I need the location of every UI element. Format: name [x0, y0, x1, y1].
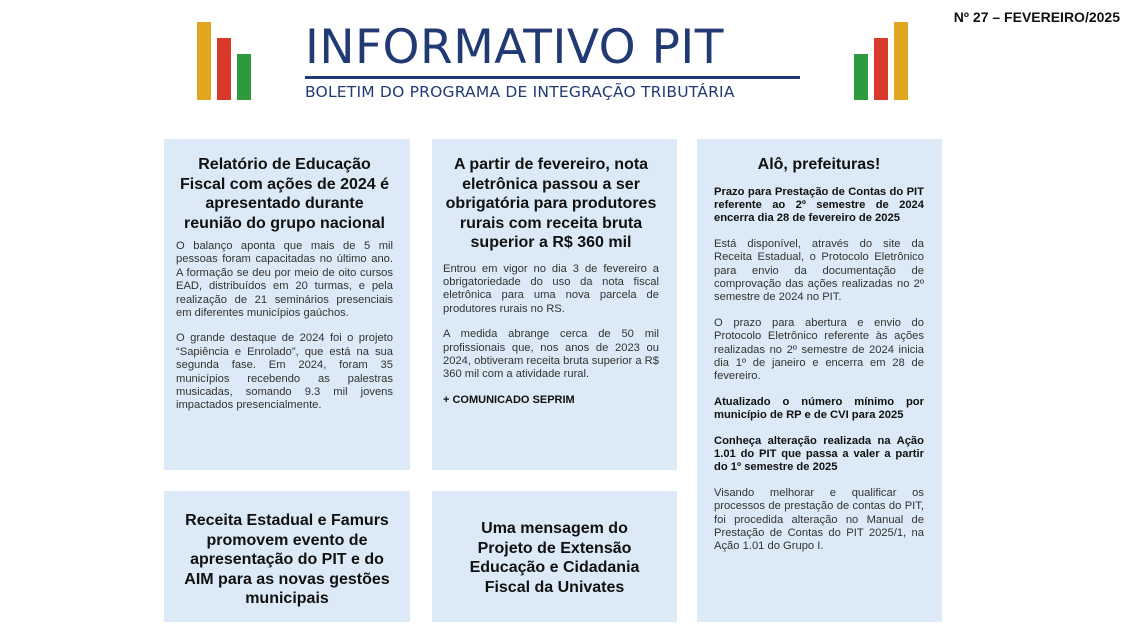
article-famurs-event[interactable] — [164, 491, 410, 622]
action-change-notice[interactable]: Conheça alteração realizada na Ação 1.01 do PIT que passa a valer a partir do 1º semestre de 2025 — [714, 434, 924, 474]
article-rural-invoice[interactable] — [432, 139, 677, 470]
article-paragraph: Entrou em vigor no dia 3 de fevereiro a obrigatoriedade do uso da nota fiscal eletrônica para uma nova parcela de produtores rurais no RS. — [443, 262, 659, 315]
logo-bars-left-icon — [197, 22, 251, 100]
article-title[interactable]: Receita Estadual e Famurs promovem evento de apresentação do PIT e do AIM para as novas gestões municipais — [184, 512, 390, 607]
minimum-number-update[interactable]: Atualizado o número mínimo por município de RP e de CVI para 2025 — [714, 395, 924, 422]
article-paragraph: Visando melhorar e qualificar os processos de prestação de contas do PIT, foi procedida alteração no Manual de Prestação de Contas do PIT 2025/1, na Ação 1.01 do Grupo I. — [714, 486, 924, 553]
article-education-report[interactable] — [164, 139, 410, 470]
masthead-divider — [305, 76, 800, 79]
masthead-title: INFORMATIVO PIT — [305, 20, 725, 75]
masthead-subtitle: BOLETIM DO PROGRAMA DE INTEGRAÇÃO TRIBUTÁRIA — [305, 83, 735, 101]
article-paragraph: Está disponível, através do site da Receita Estadual, o Protocolo Eletrônico para envio da documentação de comprovação das ações realizadas no 2º semestre de 2024 no PIT. — [714, 237, 924, 304]
seprim-notice-link[interactable]: + COMUNICADO SEPRIM — [443, 393, 575, 406]
masthead — [305, 22, 800, 101]
article-title[interactable]: Uma mensagem do Projeto de Extensão Educação e Cidadania Fiscal da Univates — [469, 520, 640, 596]
logo-bars-right-icon — [854, 22, 908, 100]
article-prefeituras[interactable] — [697, 139, 942, 622]
article-title: Alô, prefeituras! — [757, 156, 881, 173]
article-title[interactable]: A partir de fevereiro, nota eletrônica passou a ser obrigatória para produtores rurais com receita bruta superior a R$ 360 mil — [445, 156, 657, 251]
article-paragraph: O prazo para abertura e envio do Protocolo Eletrônico referente às ações realizadas no 2º semestre de 2024 inicia dia 1º de janeiro e encerra em 28 de fevereiro. — [714, 316, 924, 383]
article-univates-message[interactable] — [432, 491, 677, 622]
article-paragraph: O balanço aponta que mais de 5 mil pessoas foram capacitadas no último ano. A formação se deu por meio de oito cursos EAD, distribuídos em 20 turmas, e pela realização de 21 seminários presenciais em diferentes municípios gaúchos. — [176, 240, 393, 320]
article-paragraph: O grande destaque de 2024 foi o projeto “Sapiência e Enrolado”, que está na sua segunda fase. Em 2024, foram 35 municípios recebendo as palestras musicadas, somando 9.3 mil jovens impactados presencialmente. — [176, 332, 393, 412]
article-title[interactable]: Relatório de Educação Fiscal com ações de 2024 é apresentado durante reunião do grupo nacional — [179, 156, 389, 232]
issue-number: Nº 27 – FEVEREIRO/2025 — [953, 9, 1120, 25]
deadline-notice[interactable]: Prazo para Prestação de Contas do PIT referente ao 2º semestre de 2024 encerra dia 28 de fevereiro de 2025 — [714, 185, 924, 225]
article-paragraph: A medida abrange cerca de 50 mil profissionais que, nos anos de 2023 ou 2024, obtiveram receita bruta superior a R$ 360 mil com a atividade rural. — [443, 328, 659, 381]
